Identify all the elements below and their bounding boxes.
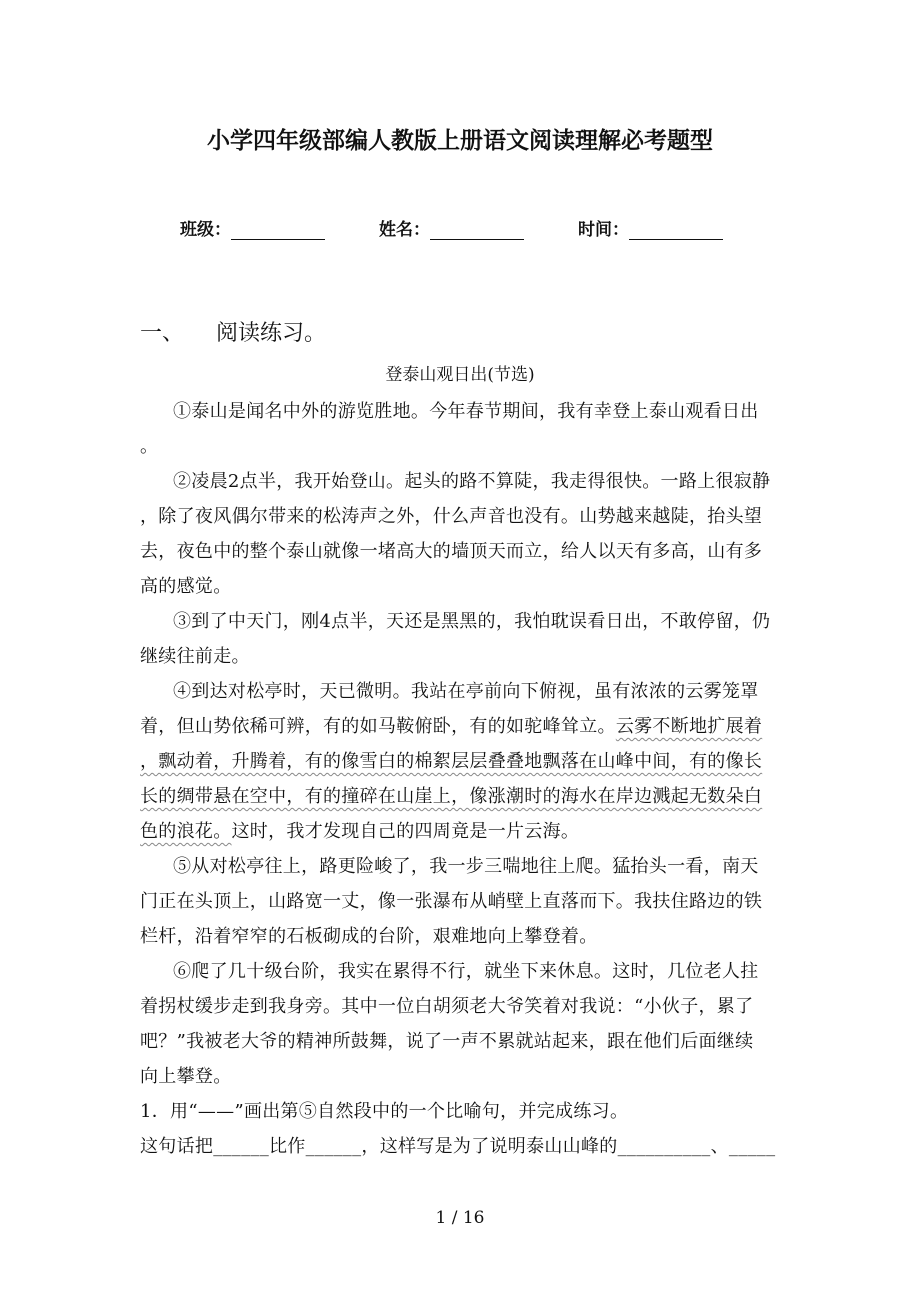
text-line: [140, 814, 782, 849]
text-segment: ⑥爬了几十级台阶，我实在累得不行，就坐下来休息。这时，几位老人拄: [173, 961, 759, 982]
text-segment: 门正在头顶上，山路宽一丈，像一张瀑布从峭壁上直落而下。我扶住路边的铁: [140, 891, 763, 912]
text-segment: 继续往前走。: [140, 646, 250, 667]
text-segment: 栏杆，沿着窄窄的石板砌成的台阶，艰难地向上攀登着。: [140, 926, 598, 947]
text-segment: 向上攀登。: [140, 1066, 232, 1087]
time-blank: [629, 223, 723, 240]
name-blank: [430, 223, 524, 240]
class-label: 班级：: [180, 220, 231, 240]
text-segment: 着，但山势依稀可辨，有的如马鞍俯卧，有的如驼峰耸立。: [140, 716, 616, 737]
text-line: [140, 674, 782, 709]
text-line: [140, 394, 782, 429]
text-line: [140, 989, 782, 1024]
text-segment: 这句话把______比作______，这样写是为了说明泰山山峰的__________、_____: [140, 1136, 776, 1157]
text-line: [140, 464, 782, 499]
text-segment: 。: [140, 436, 159, 457]
passage-title: 登泰山观日出(节选): [385, 365, 535, 385]
text-line: [140, 499, 782, 534]
student-info: [180, 215, 723, 240]
text-segment: ④到达对松亭时，天已微明。我站在亭前向下俯视，虽有浓浓的云雾笼罩: [173, 681, 759, 702]
text-segment: 1．用“——”画出第⑤自然段中的一个比喻句，并完成练习。: [140, 1101, 629, 1122]
text-segment: 去，夜色中的整个泰山就像一堵高大的墙顶天而立，给人以天有多高，山有多: [140, 541, 763, 562]
text-line: [140, 429, 782, 464]
text-line: [140, 849, 782, 884]
text-line: [140, 569, 782, 604]
text-line: [140, 884, 782, 919]
underlined-text: ，飘动着，升腾着，有的像雪白的棉絮层层叠叠地飘落在山峰中间，有的像长: [140, 751, 763, 772]
text-segment: ⑤从对松亭往上，路更险峻了，我一步三喘地往上爬。猛抬头一看，南天: [173, 856, 759, 877]
text-line: [140, 954, 782, 989]
text-line: [140, 1129, 782, 1164]
text-segment: ②凌晨2点半，我开始登山。起头的路不算陡，我走得很快。一路上很寂静: [173, 471, 771, 492]
text-line: [140, 534, 782, 569]
section-number: 一、: [140, 321, 185, 346]
class-field: [180, 215, 325, 240]
passage-body: [140, 394, 782, 1164]
text-segment: 高的感觉。: [140, 576, 232, 597]
section-heading: [140, 316, 326, 347]
text-line: [140, 1094, 782, 1129]
text-line: [140, 1059, 782, 1094]
section-label: 阅读练习。: [216, 321, 327, 346]
text-segment: 吧？”我被老大爷的精神所鼓舞，说了一声不累就站起来，跟在他们后面继续: [140, 1031, 754, 1052]
text-line: [140, 604, 782, 639]
text-segment: ①泰山是闻名中外的游览胜地。今年春节期间，我有幸登上泰山观看日出: [173, 401, 759, 422]
page-number: 1 / 16: [435, 1208, 485, 1228]
text-segment: 这时，我才发现自己的四周竟是一片云海。: [231, 821, 580, 842]
text-segment: 着拐杖缓步走到我身旁。其中一位白胡须老大爷笑着对我说：“小伙子，累了: [140, 996, 754, 1017]
text-segment: ③到了中天门，刚4点半，天还是黑黑的，我怕耽误看日出，不敢停留，仍: [173, 611, 771, 632]
underlined-text: 长的绸带悬在空中，有的撞碎在山崖上，像涨潮时的海水在岸边溅起无数朵白: [140, 786, 763, 807]
class-blank: [231, 223, 325, 240]
name-label: 姓名：: [379, 220, 430, 240]
time-field: [578, 215, 723, 240]
text-line: [140, 919, 782, 954]
text-line: [140, 639, 782, 674]
text-segment: ，除了夜风偶尔带来的松涛声之外，什么声音也没有。山势越来越陡，抬头望: [140, 506, 763, 527]
name-field: [379, 215, 524, 240]
underlined-text: 色的浪花。: [140, 821, 232, 842]
text-line: [140, 709, 782, 744]
text-line: [140, 1024, 782, 1059]
document-title: 小学四年级部编人教版上册语文阅读理解必考题型: [207, 128, 713, 154]
text-line: [140, 779, 782, 814]
time-label: 时间：: [578, 220, 629, 240]
text-line: [140, 744, 782, 779]
underlined-text: 云雾不断地扩展着: [615, 716, 763, 737]
